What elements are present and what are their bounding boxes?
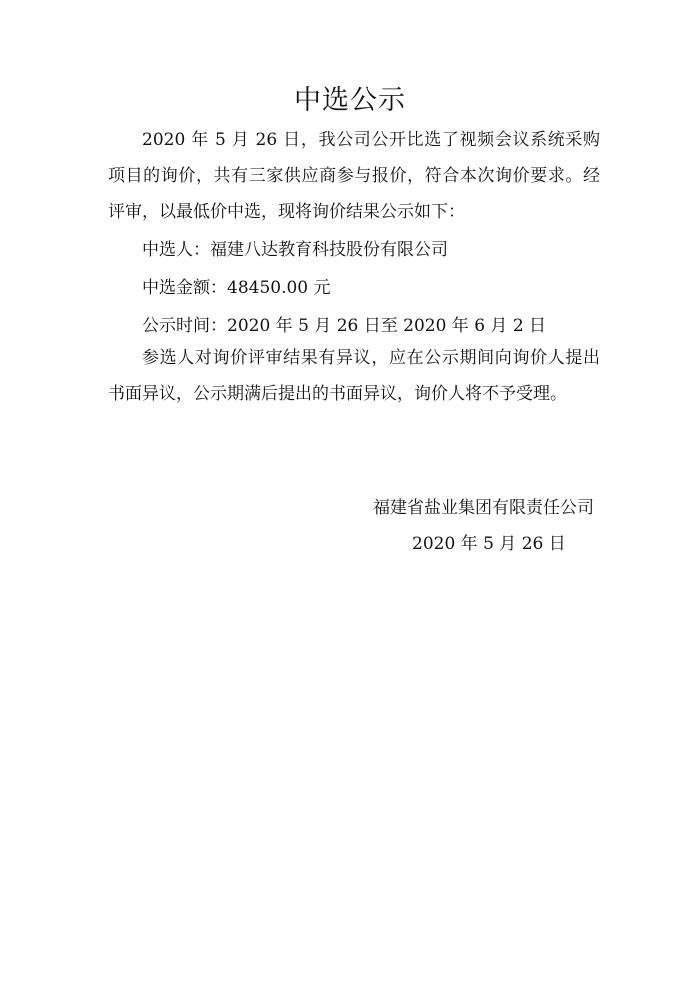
page-title: 中选公示 xyxy=(294,85,406,116)
signature-organization: 福建省盐业集团有限责任公司 xyxy=(373,498,594,518)
signature-date: 2020 年 5 月 26 日 xyxy=(412,534,566,554)
publicity-period-line: 公示时间：2020 年 5 月 26 日至 2020 年 6 月 2 日 xyxy=(142,316,547,336)
intro-paragraph: 2020 年 5 月 26 日，我公司公开比选了视频会议系统采购项目的询价，共有三家供应商参与报价，符合本次询价要求。经评审，以最低价中选，现将询价结果公示如下： xyxy=(108,130,600,222)
objection-paragraph: 参选人对询价评审结果有异议，应在公示期间向询价人提出书面异议，公示期满后提出的书面异议，询价人将不予受理。 xyxy=(108,348,600,404)
winner-line: 中选人：福建八达教育科技股份有限公司 xyxy=(142,240,448,260)
amount-line: 中选金额：48450.00 元 xyxy=(142,278,331,298)
